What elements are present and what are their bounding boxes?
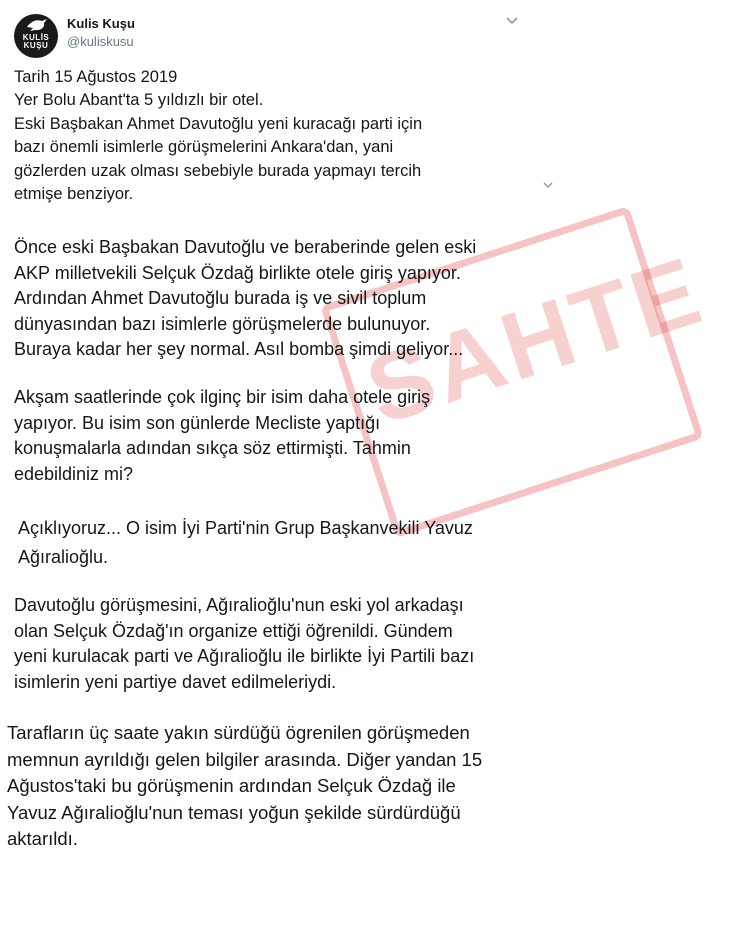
paragraph-line: edebildiniz mi? (14, 463, 134, 484)
tweet-line: Eski Başbakan Ahmet Davutoğlu yeni kuracağı parti için (14, 114, 423, 133)
paragraph-line: Açıklıyoruz... O isim İyi Parti'nin Grup Başkanvekili Yavuz (18, 518, 473, 538)
avatar[interactable] (14, 14, 58, 58)
tweet-line: bazı önemli isimlerle görüşmelerini Ankara'dan, yani (14, 138, 394, 157)
article-paragraph (14, 385, 430, 487)
account-handle[interactable]: @kuliskusu (67, 34, 134, 49)
paragraph-line: AKP milletvekili Selçuk Özdağ birlikte otele giriş yapıyor. (14, 262, 461, 283)
tweet-header (0, 0, 540, 60)
paragraph-line: dünyasından bazı isimlerle görüşmelerde bulunuyor. (14, 313, 431, 334)
tweet-line: gözlerden uzak olması sebebiyle burada yapmayı tercih (14, 161, 422, 180)
paragraph-line: memnun ayrıldığı gelen bilgiler arasında. Diğer yandan 15 (7, 748, 483, 770)
paragraph-line: olan Selçuk Özdağ'ın organize ettiği öğrenildi. Gündem (14, 620, 453, 641)
paragraph-line: Buraya kadar her şey normal. Asıl bomba şimdi geliyor... (14, 339, 464, 359)
tweet-text (14, 66, 422, 206)
paragraph-line: yeni kurulacak parti ve Ağıralioğlu ile birlikte İyi Partili bazı (14, 646, 475, 666)
tweet-line: etmişe benziyor. (14, 185, 134, 204)
article-paragraph (14, 235, 476, 363)
tweet-line: Tarih 15 Ağustos 2019 (14, 68, 178, 86)
paragraph-line: Yavuz Ağıralioğlu'nun teması yoğun şekilde sürdürdüğü (7, 801, 461, 823)
tweet-line: Yer Bolu Abant'ta 5 yıldızlı bir otel. (14, 91, 264, 110)
paragraph-line: yapıyor. Bu isim son günlerde Mecliste yaptığı (14, 412, 381, 433)
paragraph-line: konuşmalarla adından sıkça söz ettirmişti. Tahmin (14, 438, 411, 458)
article-paragraph (18, 514, 473, 572)
paragraph-line: Ardından Ahmet Davutoğlu burada iş ve sivil toplum (14, 288, 427, 308)
paragraph-line: Önce eski Başbakan Davutoğlu ve beraberinde gelen eski (14, 237, 477, 257)
paragraph-line: Ağustos'taki bu görüşmenin ardından Selçuk Özdağ ile (7, 775, 456, 796)
chevron-down-icon[interactable] (505, 16, 519, 26)
paragraph-line: Davutoğlu görüşmesini, Ağıralioğlu'nun eski yol arkadaşı (14, 595, 464, 615)
account-name[interactable]: Kulis Kuşu (67, 16, 135, 31)
paragraph-line: aktarıldı. (7, 828, 78, 849)
bird-icon (26, 18, 48, 32)
paragraph-line: isimlerin yeni partiye davet edilmeleriydi. (14, 671, 337, 692)
chevron-down-icon (542, 180, 554, 190)
paragraph-line: Akşam saatlerinde çok ilginç bir isim daha otele giriş (14, 387, 431, 407)
paragraph-line: Ağıralioğlu. (18, 547, 109, 567)
avatar-logo-text: KULİS KUŞU (22, 33, 50, 50)
paragraph-line: Tarafların üç saate yakın sürdüğü ögrenilen görüşmeden (7, 722, 470, 743)
stamp-text: SAHTE (354, 236, 716, 446)
article-paragraph (14, 593, 474, 695)
article-paragraph (7, 720, 482, 853)
